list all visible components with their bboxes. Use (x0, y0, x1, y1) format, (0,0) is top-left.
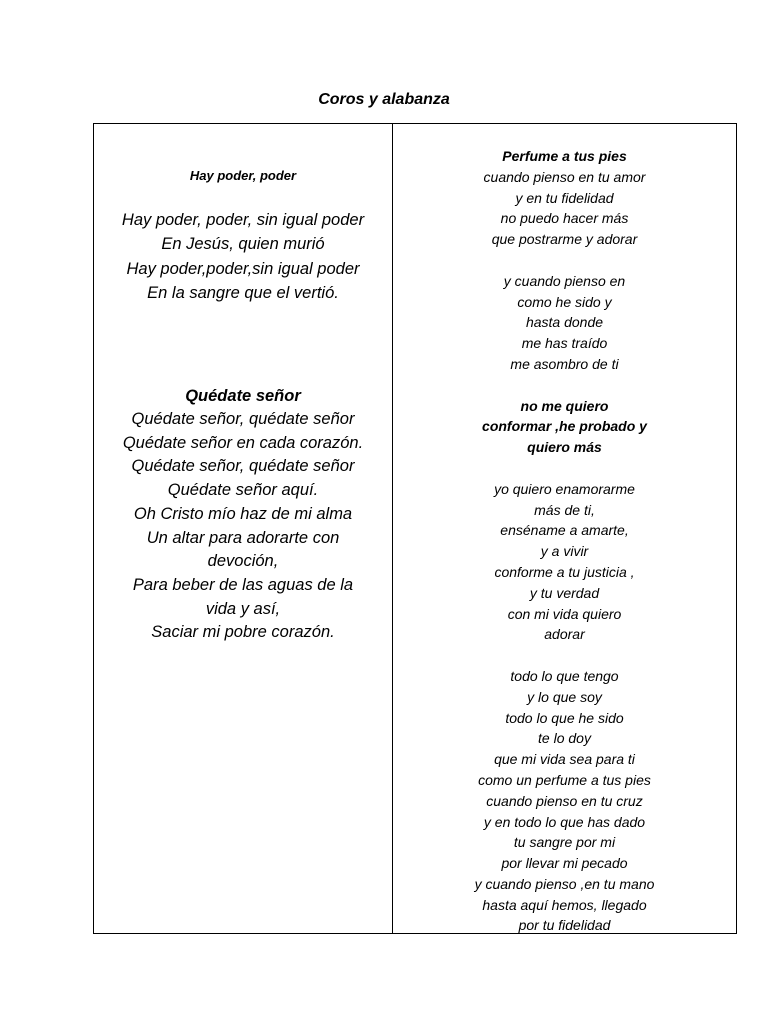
lyric-line: todo lo que he sido (505, 709, 624, 726)
lyric-line: devoción, (207, 552, 279, 571)
lyric-line: todo lo que tengo (510, 667, 619, 684)
chorus-line: no me quiero (520, 397, 609, 414)
lyric-line: y a vivir (540, 543, 589, 560)
lyric-line: más de ti, (534, 501, 595, 518)
lyric-line: Quédate señor, quédate señor (131, 457, 355, 476)
lyric-line: adorar (544, 626, 585, 643)
lyric-line: conforme a tu justicia , (494, 563, 635, 580)
lyric-line: con mi vida quiero (507, 605, 622, 622)
lyric-line: Quédate señor en cada corazón. (122, 433, 364, 452)
lyric-line: que postrarme y adorar (491, 231, 638, 248)
lyric-line: y cuando pienso ,en tu mano (474, 875, 655, 892)
lyric-line: yo quiero enamorarme (494, 480, 635, 497)
lyric-line: no puedo hacer más (500, 210, 629, 227)
lyric-line: Quédate señor, quédate señor (131, 410, 355, 428)
lyric-line: cuando pienso en tu cruz (486, 792, 643, 809)
lyric-line: y en tu fidelidad (515, 189, 614, 206)
lyric-line: te lo doy (538, 730, 591, 747)
lyric-line: y cuando pienso en (503, 272, 626, 289)
right-column (393, 124, 736, 933)
song-perfume-a-tus-pies (393, 146, 736, 936)
song-lyrics-hay-poder (94, 208, 392, 305)
lyric-line: tu sangre por mi (513, 834, 616, 851)
lyric-line: y lo que soy (527, 688, 602, 705)
stanza-spacer (393, 250, 736, 271)
lyric-line: y en todo lo que has dado (483, 813, 646, 830)
lyric-line: hasta aquí hemos, llegado (482, 896, 647, 913)
lyric-line: En la sangre que el vertió. (147, 283, 339, 302)
song-title-hay-poder: Hay poder, poder (189, 168, 297, 183)
stanza-spacer (393, 645, 736, 666)
lyric-line: por tu fidelidad (518, 917, 611, 934)
lyric-line: hasta donde (525, 314, 604, 331)
lyric-line: me has traído (521, 335, 608, 352)
left-column (94, 124, 393, 933)
lyric-line: Saciar mi pobre corazón. (151, 623, 335, 642)
page-title: Coros y alabanza (318, 91, 450, 108)
chorus-line: quiero más (527, 439, 602, 456)
lyric-line: Hay poder, poder, sin igual poder (121, 211, 365, 229)
chorus-line: conformar ,he probado y (482, 418, 647, 435)
lyric-line: vida y así, (205, 599, 281, 618)
stanza-spacer (393, 458, 736, 479)
lyric-line: En Jesús, quien murió (161, 235, 325, 254)
lyric-line: Hay poder,poder,sin igual poder (126, 259, 360, 278)
lyric-line: me asombro de ti (510, 355, 619, 372)
lyric-line: Quédate señor aquí. (167, 481, 319, 500)
lyric-line: Oh Cristo mío haz de mi alma (133, 504, 353, 523)
song-title-perfume-a-tus-pies: Perfume a tus pies (502, 148, 627, 164)
lyric-line: como he sido y (517, 293, 612, 310)
song-title-quedate-senor: Quédate señor (185, 387, 301, 405)
lyric-line: Para beber de las aguas de la (132, 575, 354, 594)
lyric-line: que mi vida sea para ti (494, 751, 635, 768)
song-lyrics-quedate-senor (94, 408, 392, 645)
lyric-line: como un perfume a tus pies (478, 771, 651, 788)
songs-table (93, 123, 737, 934)
lyric-line: Un altar para adorarte con (146, 528, 340, 547)
lyric-line: y tu verdad (529, 584, 600, 601)
stanza-spacer (393, 375, 736, 396)
lyric-line: por llevar mi pecado (501, 855, 628, 872)
lyric-line: cuando pienso en tu amor (483, 168, 646, 185)
lyric-line: enséname a amarte, (500, 522, 629, 539)
